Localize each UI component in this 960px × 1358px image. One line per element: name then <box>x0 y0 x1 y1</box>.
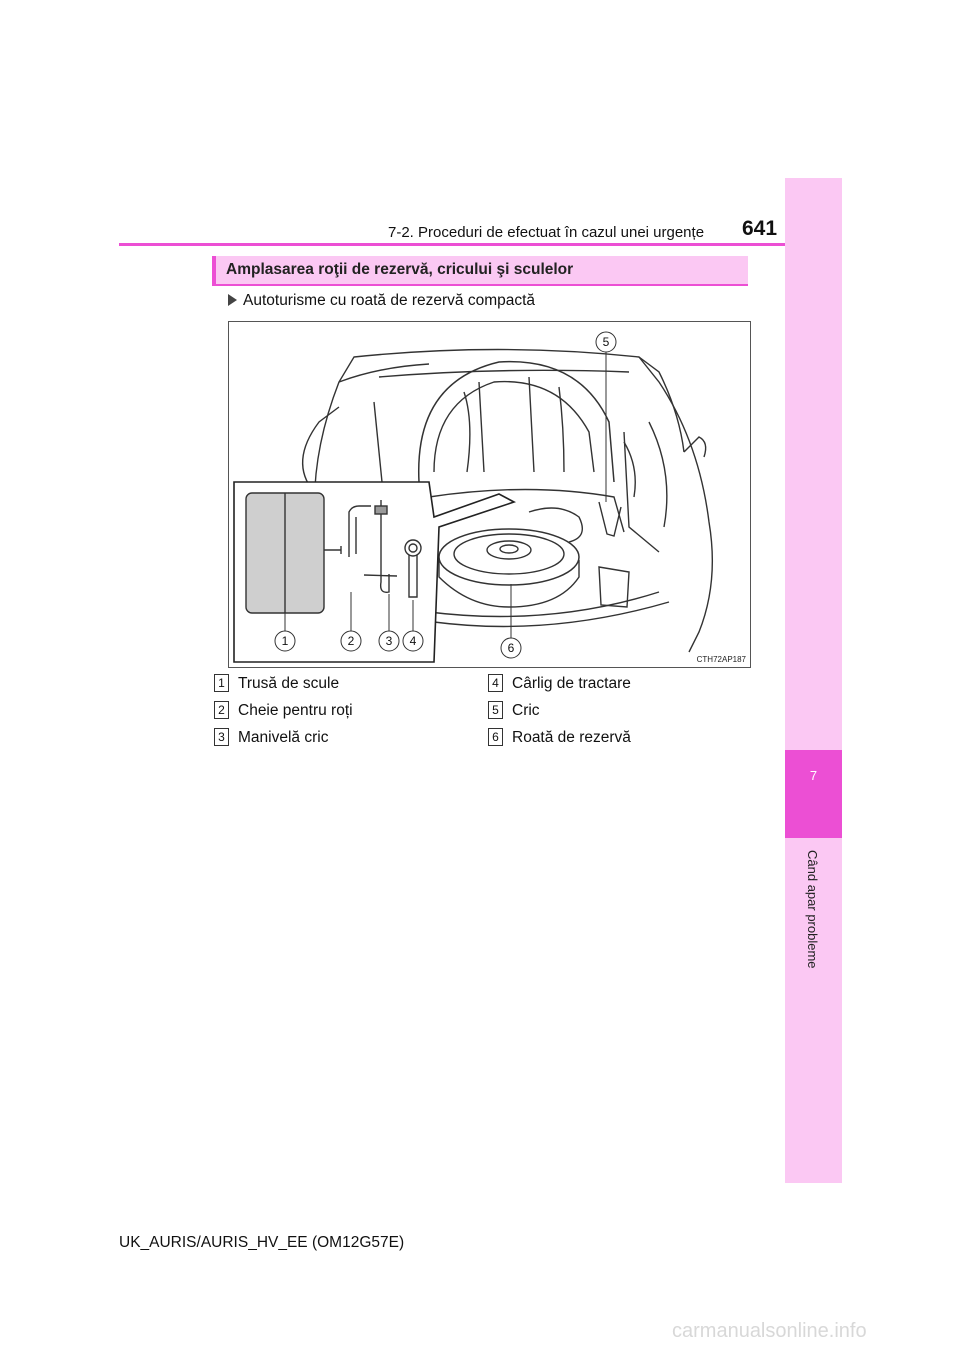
trunk-illustration-drawing <box>229 322 750 667</box>
legend-label: Cârlig de tractare <box>512 675 631 692</box>
page-number: 641 <box>742 217 778 240</box>
callout-1 <box>275 631 295 651</box>
chapter-side-tab <box>785 178 842 1183</box>
legend-item <box>488 701 540 721</box>
legend-label: Trusă de scule <box>238 675 340 692</box>
callout-5-label: 5 <box>602 335 610 349</box>
section-title: Amplasarea roţii de rezervă, cricului şi sculelor <box>226 261 574 278</box>
running-header: 7-2. Proceduri de efectuat în cazul unei urgențe <box>388 224 705 241</box>
legend-label: Manivelă cric <box>238 729 329 746</box>
callout-6-label: 6 <box>507 641 515 655</box>
legend-item <box>488 728 631 748</box>
callout-1-label: 1 <box>281 634 289 648</box>
callout-3-label: 3 <box>385 634 393 648</box>
callout-2 <box>341 631 361 651</box>
trunk-illustration <box>228 321 751 668</box>
callout-4 <box>403 631 423 651</box>
header-rule <box>119 243 785 246</box>
legend-number: 2 <box>214 701 229 719</box>
chapter-number-tab <box>785 750 842 838</box>
callout-2-label: 2 <box>347 634 355 648</box>
document-footer-code: UK_AURIS/AURIS_HV_EE (OM12G57E) <box>119 1234 405 1251</box>
chapter-title-tab <box>786 850 841 1010</box>
legend-item <box>214 701 353 721</box>
variant-bullet <box>228 292 535 310</box>
legend-number: 4 <box>488 674 503 692</box>
chapter-title: Când apar probleme <box>805 850 820 969</box>
legend-label: Cheie pentru roți <box>238 702 353 719</box>
variant-bullet-text: Autoturisme cu roată de rezervă compactă <box>243 292 536 309</box>
legend-label: Roată de rezervă <box>512 729 631 746</box>
legend-number: 3 <box>214 728 229 746</box>
callout-4-label: 4 <box>409 634 417 648</box>
legend-number: 1 <box>214 674 229 692</box>
legend-number: 6 <box>488 728 503 746</box>
callout-3 <box>379 631 399 651</box>
section-heading-bar <box>212 256 748 286</box>
legend-item <box>488 674 631 694</box>
legend-item <box>214 674 339 694</box>
callout-6 <box>501 638 521 658</box>
legend-label: Cric <box>512 702 540 719</box>
triangle-bullet-icon <box>228 294 237 306</box>
legend-item <box>214 728 328 748</box>
site-watermark: carmanualsonline.info <box>672 1320 867 1342</box>
legend-number: 5 <box>488 701 503 719</box>
chapter-number: 7 <box>809 768 818 783</box>
callout-5 <box>596 332 616 352</box>
figure-code: CTH72AP187 <box>696 655 746 664</box>
